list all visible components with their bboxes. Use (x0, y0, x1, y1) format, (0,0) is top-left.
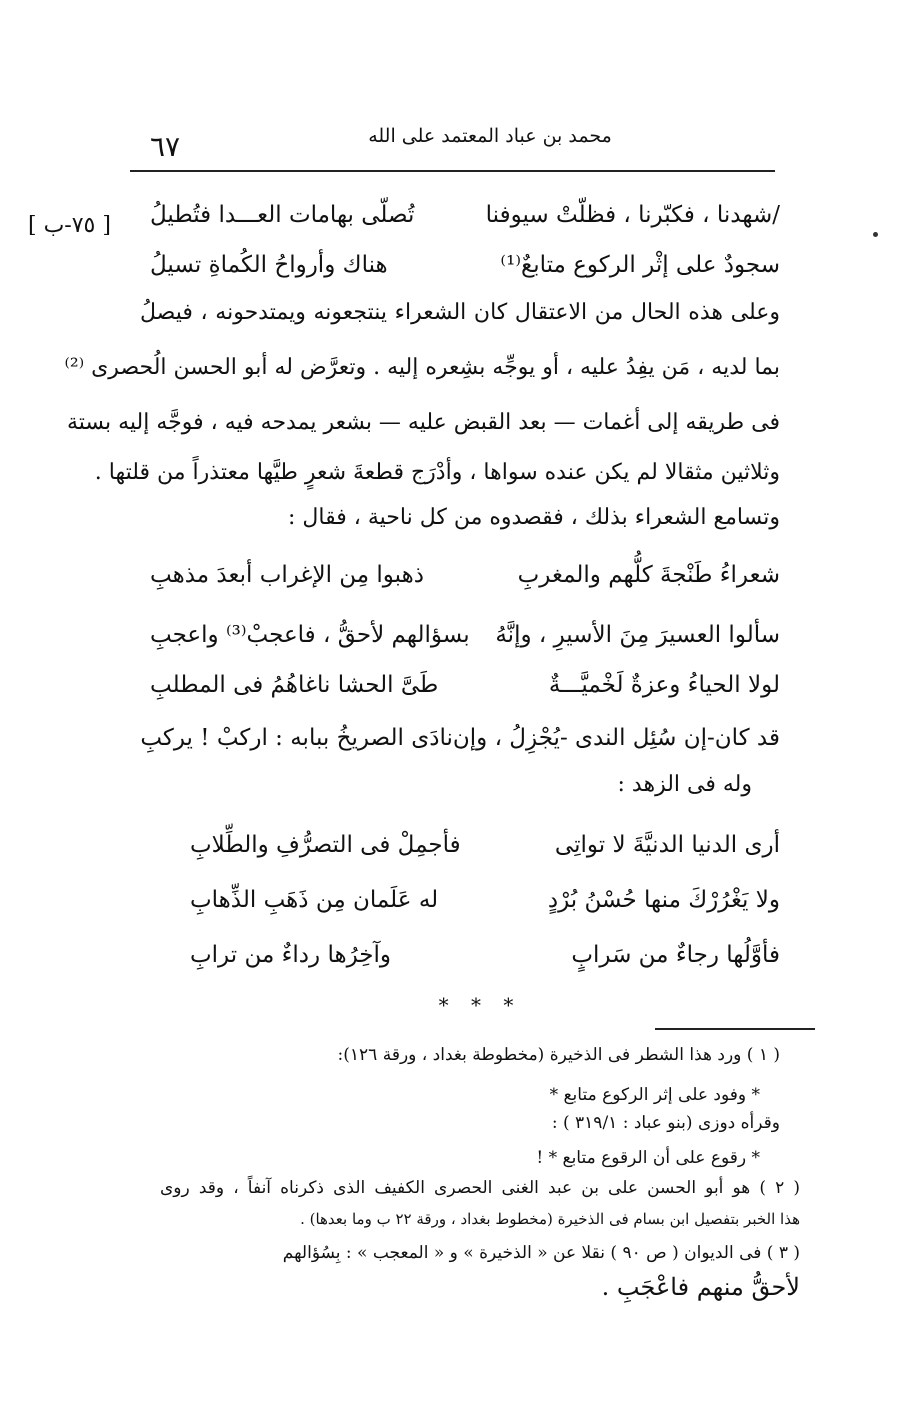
verse-first-hemistich: شعراءُ طَنْجةَ كلُّهم والمغربِ (517, 562, 780, 588)
verse-first-hemistich: سألوا العسيرَ مِنَ الأسيرِ ، وإنَّهُ (495, 622, 780, 648)
footnote-line: * وفود على إثر الركوع متابع * (549, 1085, 760, 1105)
folio-marker: [ ٧٥-ب ] (28, 213, 111, 238)
zuhd-intro: وله فى الزهد : (617, 772, 752, 797)
paragraph-line: وتسامع الشعراء بذلك ، فقصدوه من كل ناحية ، فقال : (288, 505, 780, 530)
paragraph-line: بما لديه ، مَن يفِدُ عليه ، أو يوجِّه بشِعره إليه . وتعرَّض له أبو الحسن الُحصرى ⁽²⁾ (64, 355, 780, 380)
verse-second-hemistich: فأجمِلْ فى التصرُّفِ والطِّلابِ (190, 832, 461, 858)
running-title: محمد بن عباد المعتمد على الله (368, 125, 612, 147)
verse-second-hemistich: طَىَّ الحشا ناغاهُمُ فى المطلبِ (150, 672, 439, 698)
verse-second-hemistich: هناك وأرواحُ الكُماةِ تسيلُ (150, 252, 388, 278)
paragraph-line: وعلى هذه الحال من الاعتقال كان الشعراء ينتجعونه ويمتدحونه ، فيصلُ (140, 300, 780, 325)
verse-second-hemistich: نادَى الصريخُ ببابه : اركبْ ! يركبِ (140, 725, 453, 751)
verse-first-hemistich: ولا يَغْرُرْكَ منها حُسْنُ بُرْدٍ (547, 887, 780, 913)
verse-second-hemistich: ذهبوا مِن الإغراب أبعدَ مذهبِ (150, 562, 424, 588)
footnote-line: هذا الخبر بتفصيل ابن بسام فى الذخيرة (مخطوط بغداد ، ورقة ٢٢ ب وما بعدها) . (300, 1210, 800, 1228)
verse-line (190, 935, 780, 975)
verse-line (150, 245, 780, 285)
verse-line (150, 555, 780, 595)
footnote-line: * رقوع على أن الرقوع متابع * ! (536, 1148, 760, 1168)
verse-line (150, 195, 780, 235)
verse-first-hemistich: /شهدنا ، فكبّرنا ، فظلّتْ سيوفنا (485, 202, 780, 228)
margin-dot (873, 232, 878, 237)
verse-line (190, 880, 780, 920)
header-rule (130, 170, 775, 172)
paragraph-line: فى طريقه إلى أغمات — بعد القبض عليه — بشعر يمدحه فيه ، فوجَّه إليه بستة (66, 410, 780, 435)
footnote-line: لأحقُّ منهم فاعْجَبِ . (601, 1273, 800, 1301)
verse-first-hemistich: لولا الحياءُ وعزةٌ لَخْميَّـــةٌ (548, 672, 780, 698)
verse-line (150, 615, 780, 655)
footnote-line: ( ٣ ) فى الديوان ( ص ٩٠ ) نقلا عن « الذخيرة » و « المعجب » : بِسُؤالهم (282, 1243, 800, 1263)
verse-second-hemistich: تُصلّى بهامات العـــدا فتُطيلُ (150, 202, 415, 228)
footnote-line: ( ١ ) ورد هذا الشطر فى الذخيرة (مخطوطة بغداد ، ورقة ١٢٦): (337, 1045, 780, 1065)
verse-line (150, 665, 780, 705)
verse-first-hemistich: قد كان-إن سُئِل الندى -يُجْزِلُ ، وإن (452, 725, 780, 751)
verse-first-hemistich: سجودٌ على إثْر الركوع متابعٌ⁽¹⁾ (500, 252, 780, 278)
footnote-rule (655, 1028, 815, 1030)
paragraph-line: وثلاثين مثقالا لم يكن عنده سواها ، وأدْرَج قطعةَ شعرٍ طيَّها معتذراً من قلتها . (94, 460, 780, 485)
page-number: ٦٧ (150, 130, 181, 163)
section-separator: * * * (438, 993, 522, 1017)
verse-line (140, 718, 780, 758)
footnote-line: ( ٢ ) هو أبو الحسن على بن عبد الغنى الحصرى الكفيف الذى ذكرناه آنفاً ، وقد روى (160, 1178, 800, 1198)
footnote-line: وقرأه دوزى (بنو عباد : ٣١٩/١ ) : (551, 1113, 780, 1133)
verse-first-hemistich: فأوَّلُها رجاءٌ من سَرابٍ (571, 942, 780, 968)
verse-second-hemistich: وآخِرُها رداءٌ من ترابِ (190, 942, 391, 968)
verse-second-hemistich: بسؤالهم لأحقُّ ، فاعجبْ⁽³⁾ واعجبِ (150, 622, 470, 648)
verse-second-hemistich: له عَلَمان مِن ذَهَبِ الذِّهابِ (190, 887, 439, 913)
verse-line (190, 825, 780, 865)
verse-first-hemistich: أرى الدنيا الدنيَّةَ لا تواتِى (554, 832, 780, 858)
